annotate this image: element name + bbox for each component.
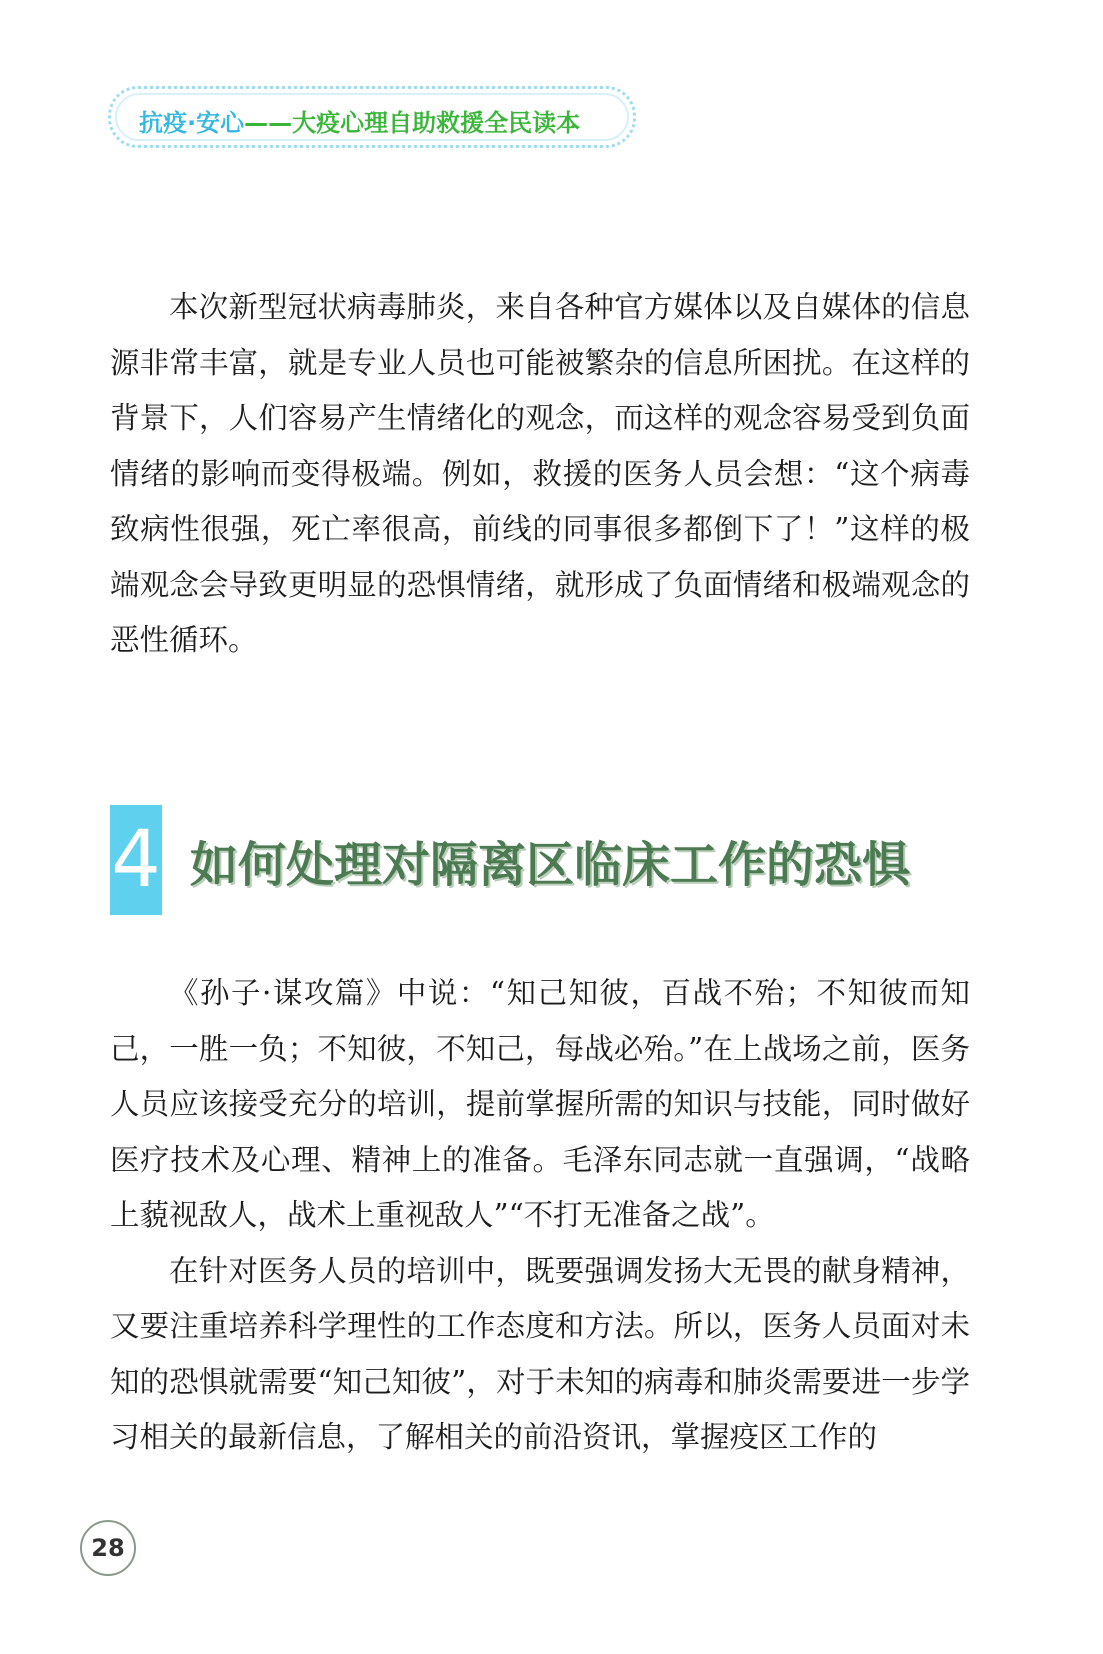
section-number-badge: 4	[110, 805, 162, 915]
running-header-subtitle: ——大疫心理自助救援全民读本	[244, 109, 581, 137]
section-title: 如何处理对隔离区临床工作的恐惧	[190, 836, 911, 893]
intro-paragraph: 本次新型冠状病毒肺炎，来自各种官方媒体以及自媒体的信息源非常丰富，就是专业人员也可能被繁杂的信息所困扰。在这样的背景下，人们容易产生情绪化的观念，而这样的观念容易受到负面情绪的影响而变得极端。例如，救援的医务人员会想：“这个病毒致病性很强，死亡率很高，前线的同事很多都倒下了！”这样的极端观念会导致更明显的恐惧情绪，就形成了负面情绪和极端观念的恶性循环。	[110, 290, 970, 657]
intro-text-block	[110, 280, 970, 669]
running-header	[108, 86, 636, 148]
running-header-accent: 抗疫·安心	[139, 109, 245, 137]
section-paragraph-1: 《孙子·谋攻篇》中说：“知己知彼，百战不殆；不知彼而知己，一胜一负；不知彼，不知己，每战必殆。”在上战场之前，医务人员应该接受充分的培训，提前掌握所需的知识与技能，同时做好医疗技术及心理、精神上的准备。毛泽东同志就一直强调，“战略上藐视敌人，战术上重视敌人”“不打无准备之战”。	[110, 976, 970, 1232]
section-text-block	[110, 966, 970, 1466]
section-paragraph-2: 在针对医务人员的培训中，既要强调发扬大无畏的献身精神，又要注重培养科学理性的工作态度和方法。所以，医务人员面对未知的恐惧就需要“知己知彼”，对于未知的病毒和肺炎需要进一步学习相关的最新信息，了解相关的前沿资讯，掌握疫区工作的	[110, 1253, 970, 1454]
section-heading	[110, 805, 910, 915]
page-number: 28	[80, 1520, 136, 1576]
running-header-title	[139, 103, 580, 138]
